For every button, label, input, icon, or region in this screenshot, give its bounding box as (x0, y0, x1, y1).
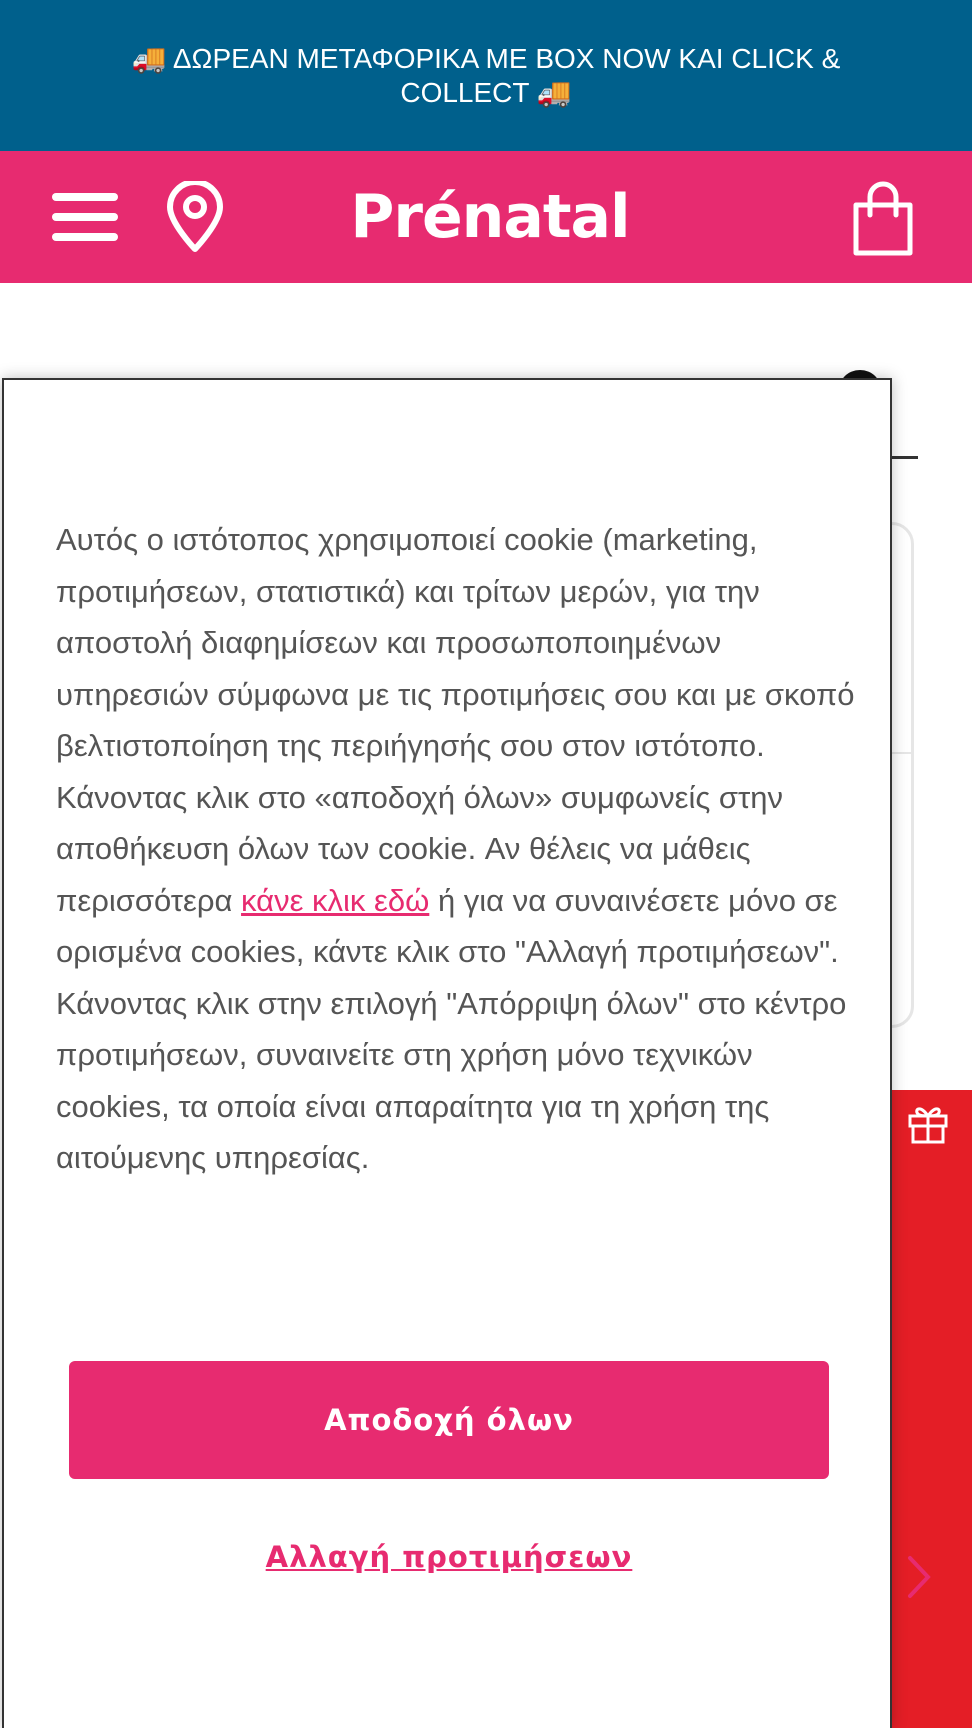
more-info-link[interactable]: κάνε κλικ εδώ (241, 882, 430, 918)
background-promo-panel (882, 1090, 972, 1728)
cookie-consent-text (56, 514, 856, 1184)
chevron-right-icon[interactable] (904, 1552, 934, 1602)
brand-logo[interactable]: Prénatal (350, 182, 630, 252)
promo-text: 🚚 ΔΩΡΕΑΝ ΜΕΤΑΦΟΡΙΚΑ ΜΕ BOX NOW ΚΑΙ CLICK & COLLECT 🚚 (131, 42, 841, 108)
shopping-bag-icon[interactable] (852, 179, 914, 257)
cookie-text-before-link: Αυτός ο ιστότοπος χρησιμοποιεί cookie (marketing, προτιμήσεων, στατιστικά) και τρίτων μερών, για την αποστολή διαφημίσεων και προσωποποιημένων υπηρεσιών σύμφωνα με τις προτιμήσεις σου και με σκοπό βελτιστοποίηση της περιήγησής σου στον ιστότοπο. Κάνοντας κλικ στο «αποδοχή όλων» συμφωνείς στην αποθήκευση όλων των cookie. Αν θέλεις να μάθεις περισσότερα (56, 522, 855, 918)
accept-all-button[interactable]: Αποδοχή όλων (69, 1361, 829, 1479)
location-pin-icon[interactable] (164, 181, 226, 253)
change-preferences-link[interactable]: Αλλαγή προτιμήσεων (265, 1540, 633, 1574)
menu-icon[interactable] (52, 189, 118, 245)
cookie-consent-dialog (2, 378, 892, 1728)
promo-banner (0, 0, 972, 151)
gift-icon (906, 1100, 950, 1144)
cookie-text-after-link: ή για να συναινέσετε μόνο σε ορισμένα cookies, κάντε κλικ στο "Αλλαγή προτιμήσεων". Κάνοντας κλικ στην επιλογή "Απόρριψη όλων" στο κέντρο προτιμήσεων, συναινείτε στη χρήση μόνο τεχνικών cookies, τα οποία είναι απαραίτητα για τη χρήση της αιτούμενης υπηρεσίας. (56, 882, 847, 1175)
site-header (0, 151, 972, 283)
